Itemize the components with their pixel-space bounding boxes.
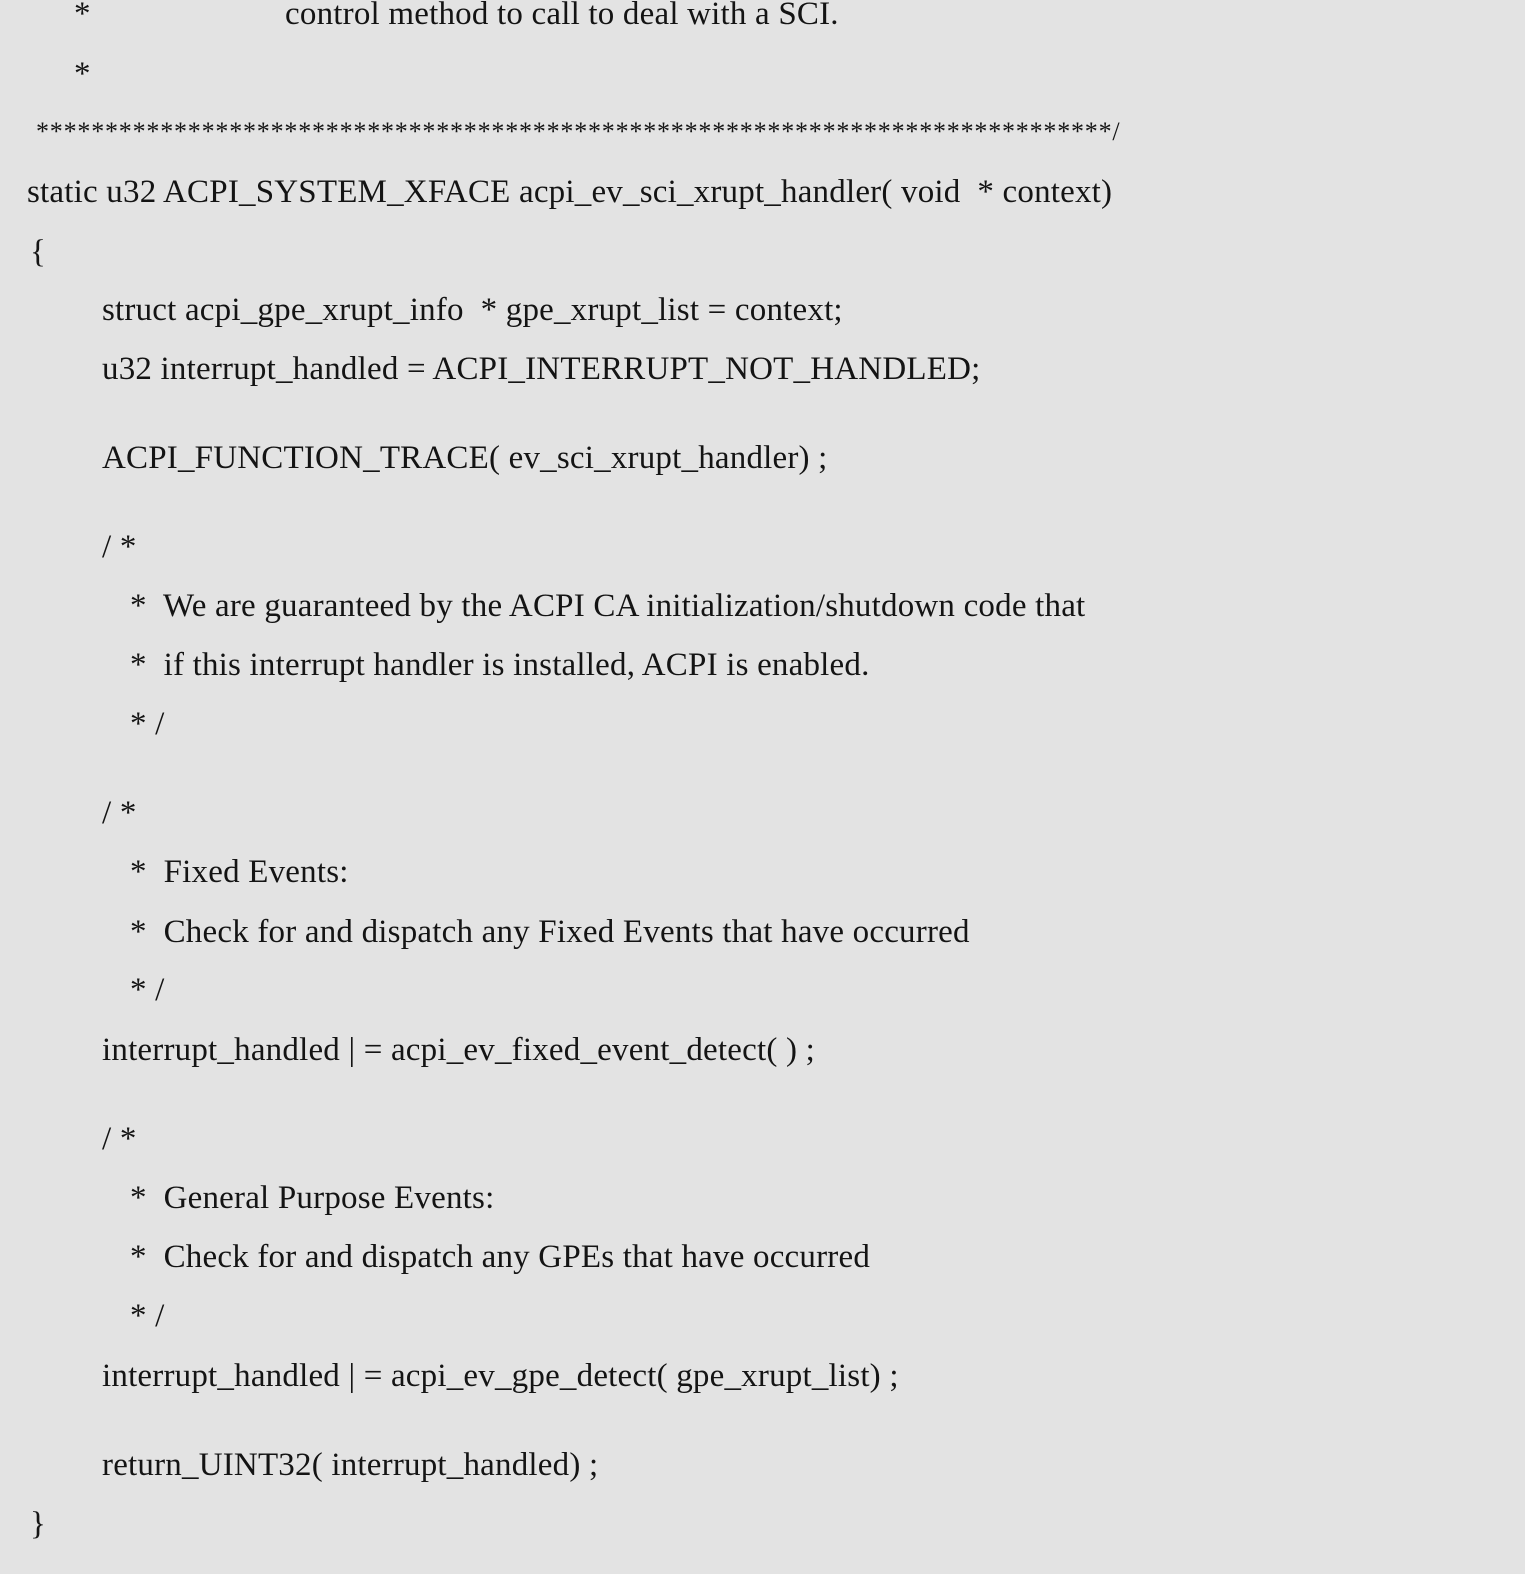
comment-line-guaranteed: * We are guaranteed by the ACPI CA initialization/shutdown code that	[130, 588, 1086, 624]
comment-close-1: * /	[130, 706, 165, 742]
code-line-fixed-event-detect: interrupt_handled | = acpi_ev_fixed_event_detect( ) ;	[102, 1032, 815, 1068]
code-line-return: return_UINT32( interrupt_handled) ;	[102, 1447, 599, 1483]
comment-close-3: * /	[130, 1298, 165, 1334]
comment-line-check-gpes: * Check for and dispatch any GPEs that have occurred	[130, 1239, 871, 1275]
comment-border-line: ******************************************************************************/	[36, 117, 1121, 146]
comment-close-2: * /	[130, 972, 165, 1008]
comment-line-acpi-enabled: * if this interrupt handler is installed, ACPI is enabled.	[130, 647, 870, 683]
code-line-function-trace: ACPI_FUNCTION_TRACE( ev_sci_xrupt_handler) ;	[102, 440, 828, 476]
code-line-gpe-detect: interrupt_handled | = acpi_ev_gpe_detect( gpe_xrupt_list) ;	[102, 1358, 899, 1394]
comment-line-fixed-events: * Fixed Events:	[130, 854, 349, 890]
comment-open-3: / *	[102, 1121, 137, 1157]
comment-line-star: *	[74, 56, 91, 92]
code-line-gpe-xrupt-list: struct acpi_gpe_xrupt_info * gpe_xrupt_list = context;	[102, 292, 843, 328]
function-signature: static u32 ACPI_SYSTEM_XFACE acpi_ev_sci_xrupt_handler( void * context)	[27, 174, 1113, 210]
code-line-interrupt-handled: u32 interrupt_handled = ACPI_INTERRUPT_NOT_HANDLED;	[102, 351, 981, 387]
comment-line-check-fixed: * Check for and dispatch any Fixed Events that have occurred	[130, 914, 970, 950]
comment-open-1: / *	[102, 529, 137, 565]
close-brace: }	[30, 1506, 47, 1542]
comment-line-control-method: * control method to call to deal with a SCI.	[74, 0, 839, 32]
comment-line-gpe-events: * General Purpose Events:	[130, 1180, 495, 1216]
open-brace: {	[30, 234, 47, 270]
comment-open-2: / *	[102, 795, 137, 831]
